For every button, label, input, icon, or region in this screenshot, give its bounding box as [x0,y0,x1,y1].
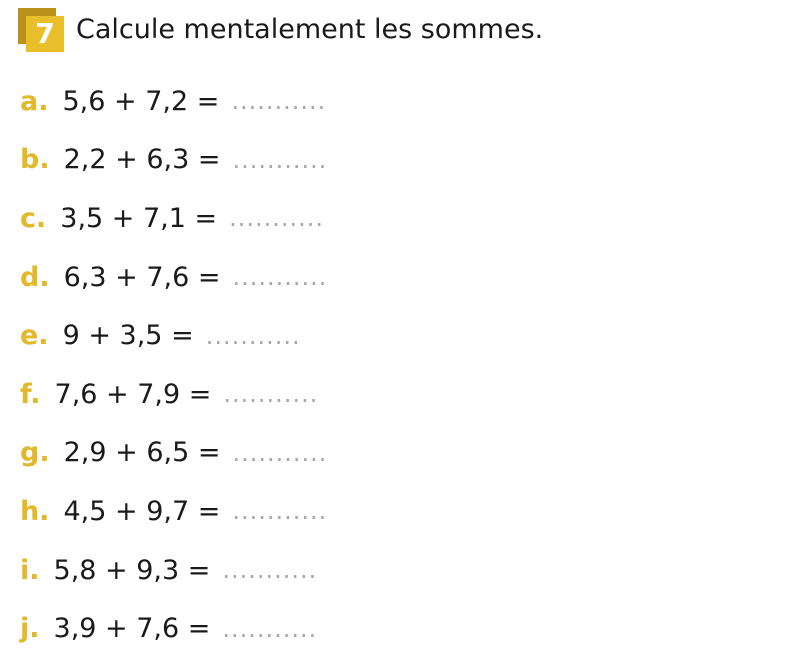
item-letter: j. [20,613,40,645]
item-expression: 3,5 + 7,1 = [60,202,218,234]
item-expression: 6,3 + 7,6 = [63,261,221,293]
answer-blank[interactable]: ........... [222,614,318,643]
exercise-number-badge [18,8,64,52]
answer-blank[interactable]: ........... [232,263,328,292]
answer-blank[interactable]: ........... [232,145,328,174]
answer-blank[interactable]: ........... [222,556,318,585]
item-expression: 3,9 + 7,6 = [53,613,211,645]
item-letter: c. [20,202,47,234]
answer-blank[interactable]: ........... [232,438,328,467]
exercise-item [20,72,327,131]
exercise-item [20,599,327,658]
item-letter: a. [20,85,49,117]
exercise-item [20,365,327,424]
exercise-number: 7 [26,16,64,52]
item-letter: i. [20,554,40,586]
item-expression: 5,6 + 7,2 = [62,85,220,117]
exercise-item [20,306,327,365]
exercise-item [20,424,327,483]
exercise-item [20,248,327,307]
item-letter: d. [20,261,50,293]
item-letter: h. [20,495,50,527]
exercise-item [20,482,327,541]
answer-blank[interactable]: ........... [205,321,301,350]
item-expression: 5,8 + 9,3 = [53,554,211,586]
exercise-instruction: Calcule mentalement les sommes. [76,14,544,45]
item-expression: 2,2 + 6,3 = [63,144,221,176]
item-letter: f. [20,378,41,410]
item-expression: 2,9 + 6,5 = [63,437,221,469]
answer-blank[interactable]: ........... [231,87,327,116]
answer-blank[interactable]: ........... [223,380,319,409]
item-expression: 7,6 + 7,9 = [54,378,212,410]
item-expression: 9 + 3,5 = [62,320,194,352]
exercise-item [20,541,327,600]
exercise-header [18,8,543,52]
answer-blank[interactable]: ........... [232,497,328,526]
answer-blank[interactable]: ........... [229,204,325,233]
item-expression: 4,5 + 9,7 = [63,495,221,527]
exercise-item [20,131,327,190]
exercise-list [20,72,327,658]
item-letter: g. [20,437,50,469]
item-letter: b. [20,144,50,176]
exercise-item [20,189,327,248]
item-letter: e. [20,320,49,352]
